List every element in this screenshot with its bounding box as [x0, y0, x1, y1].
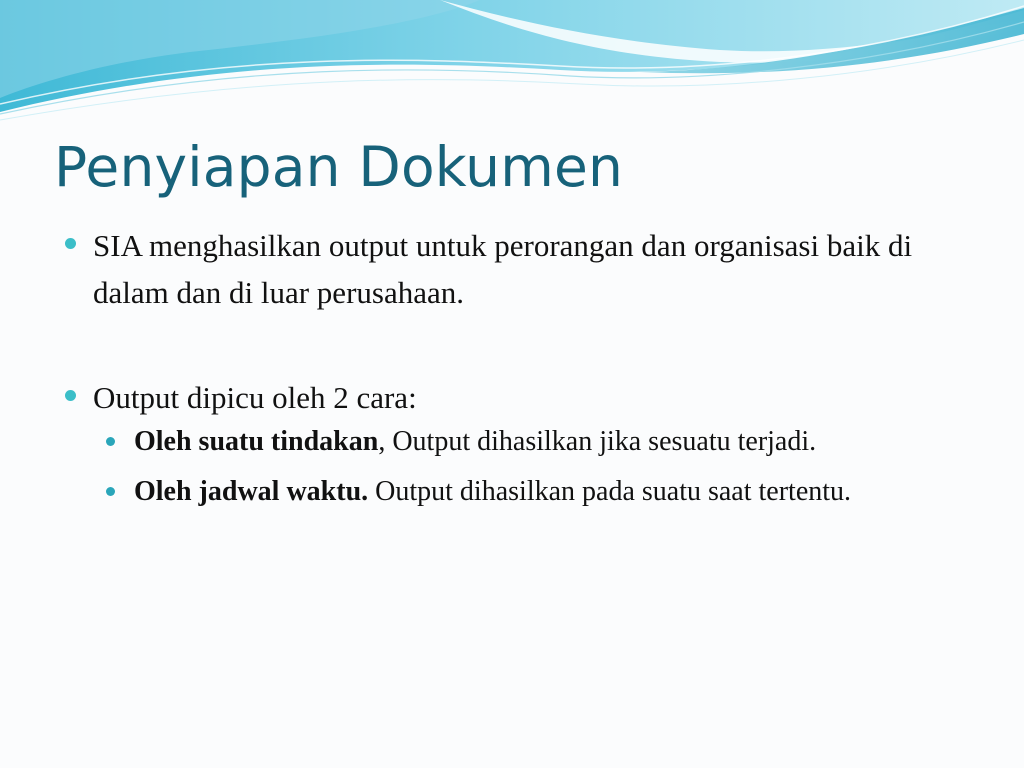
bullet-item [62, 222, 982, 316]
bullet-dot-icon [106, 487, 115, 496]
sub-bullet-text: Output dihasilkan pada suatu saat tertentu. [368, 476, 852, 507]
header-wave-decoration [0, 0, 1024, 130]
sub-bullet-bold-text: Oleh suatu tindakan [134, 426, 379, 457]
bullet-dot-icon [65, 238, 76, 249]
bullet-item [62, 374, 982, 421]
bullet-text: SIA menghasilkan output untuk perorangan dan organisasi baik di dalam dan di luar perusahaan. [93, 228, 913, 310]
sub-bullet-item [104, 471, 982, 513]
sub-bullet-text: , Output dihasilkan jika sesuatu terjadi. [378, 426, 817, 457]
bullet-dot-icon [65, 390, 76, 401]
slide-title: Penyiapan Dokumen [54, 135, 624, 199]
slide-content [62, 222, 982, 513]
bullet-text: Output dipicu oleh 2 cara: [93, 380, 417, 415]
bullet-dot-icon [106, 437, 115, 446]
sub-bullet-bold-text: Oleh jadwal waktu. [134, 476, 369, 507]
sub-bullet-item [104, 421, 982, 463]
